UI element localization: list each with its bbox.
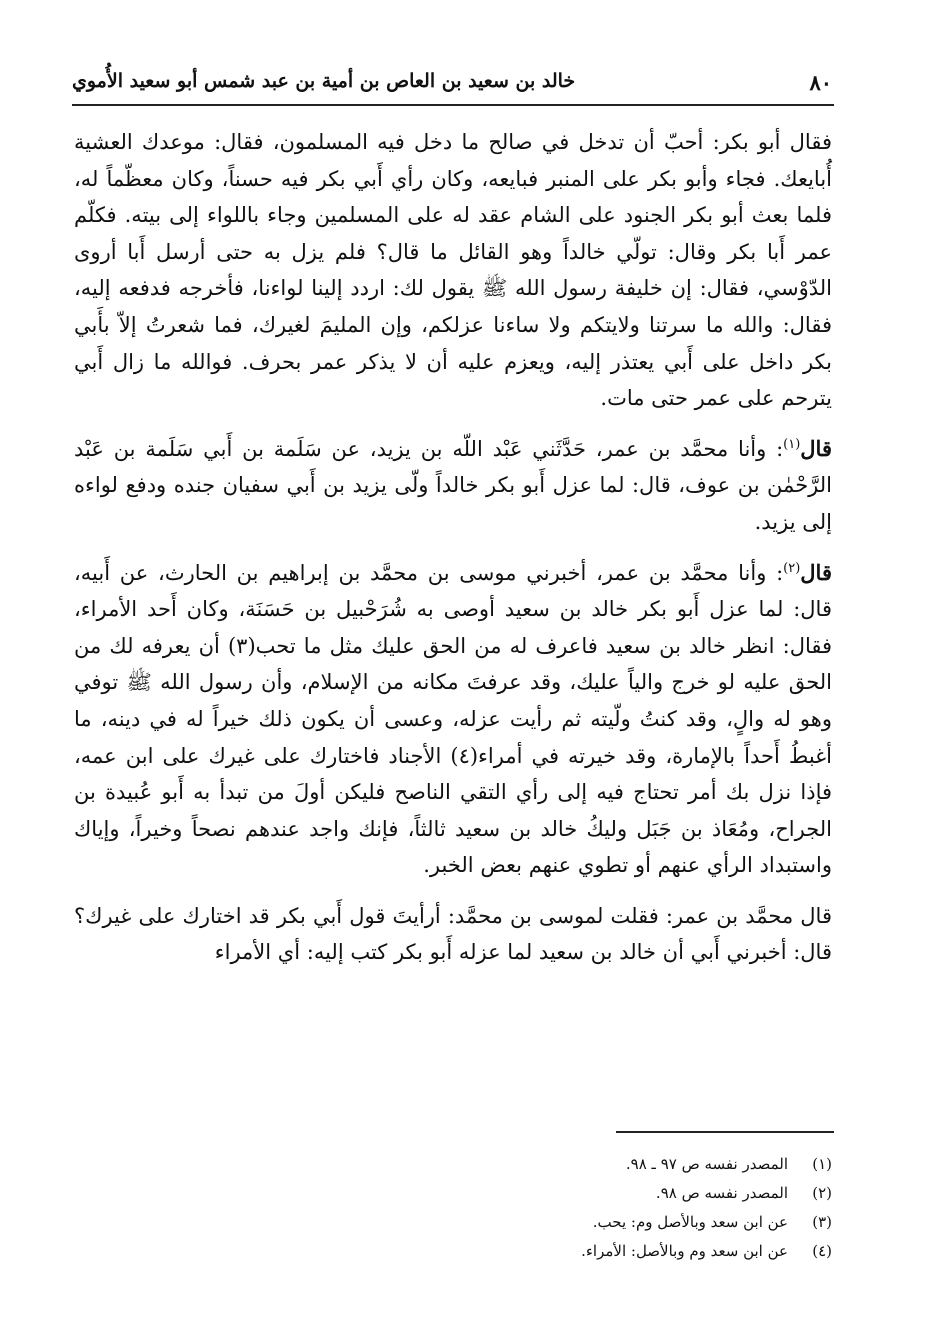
paragraph-lead: قال — [800, 435, 832, 461]
paragraph-lead: قال — [800, 559, 832, 585]
footnotes — [74, 1150, 832, 1266]
running-title: خالد بن سعيد بن العاص بن أمية بن عبد شمس أبو سعيد الأُموي — [72, 70, 576, 92]
footnote-number: (٣) — [812, 1213, 832, 1231]
footnote-text: المصدر نفسه ص ٩٨. — [655, 1184, 788, 1202]
paragraph-text: : وأنا محمَّد بن عمر، أخبرني موسى بن محمَّد بن إبراهيم بن الحارث، عن أَبيه، قال: لما عزل أَبو بكر خالد بن سعيد أوصى به شُرَحْبيل بن حَسَنَة، وكان أَحد الأمراء، فقال: انظر خالد بن سعيد فاعرف له من الحق عليك مثل ما تحب(٣) أن يعرفه لك من الحق عليه لو خرج والياً عليك، وقد عرفتَ مكانه من الإسلام، وأن رسول الله ﷺ توفي وهو له والٍ، وقد كنتُ ولّيته ثم رأيت عزله، وعسى أن يكون ذلك خيراً له في دينه، ما أغبطُ أَحداً بالإمارة، وقد خيرته في أمراء(٤) الأجناد فاختارك على غيرك على ابن عمه، فإذا نزل بك أمر تحتاج فيه إلى رأي التقي الناصح فليكن أولَ من تبدأ به أَبو عُبيدة بن الجراح، ومُعَاذ بن جَبَل وليكُ خالد بن سعيد ثالثاً، فإنك واجد عندهم نصحاً وخيراً، وإياك واستبداد الرأي عنهم أو تطوي عنهم بعض الخبر. — [74, 560, 833, 878]
paragraph — [74, 124, 832, 417]
footnote-item — [74, 1237, 832, 1266]
footnote-text: عن ابن سعد وبالأصل وم: يحب. — [592, 1213, 788, 1231]
page-number: ٨٠ — [809, 70, 832, 95]
page-header — [72, 66, 832, 102]
footnote-ref[interactable]: (١) — [783, 436, 801, 452]
footnote-number: (١) — [812, 1155, 832, 1173]
footnote-text: المصدر نفسه ص ٩٧ ـ ٩٨. — [625, 1155, 788, 1173]
footnote-rule — [616, 1131, 834, 1133]
main-text — [74, 124, 832, 971]
paragraph — [74, 555, 832, 884]
paragraph — [74, 431, 832, 541]
paragraph — [74, 898, 832, 971]
footnote-item — [74, 1208, 832, 1237]
footnote-item — [74, 1179, 832, 1208]
footnote-item — [74, 1150, 832, 1179]
header-rule — [72, 104, 834, 106]
paragraph-text: قال محمَّد بن عمر: فقلت لموسى بن محمَّد: أرأيتَ قول أَبي بكر قد اختارك على غيرك؟ قال: أخبرني أَبي أن خالد بن سعيد لما عزله أَبو بكر كتب إليه: أي الأمراء — [74, 903, 832, 965]
paragraph-text: : وأنا محمَّد بن عمر، حَدَّثَني عَبْد اللّه بن يزيد، عن سَلَمة بن أَبي سَلَمة بن عَبْد الرَّحْمٰن بن عوف، قال: لما عزل أَبو بكر خالداً ولّى يزيد بن أَبي سفيان جنده ودفع لواءه إلى يزيد. — [74, 436, 832, 534]
footnote-text: عن ابن سعد وم وبالأصل: الأمراء. — [581, 1242, 788, 1260]
footnote-number: (٢) — [812, 1184, 832, 1202]
paragraph-text: فقال أبو بكر: أحبّ أن تدخل في صالح ما دخل فيه المسلمون، فقال: موعدك العشية أُبايعك. فجاء وأبو بكر على المنبر فبايعه، وكان رأي أَبي بكر فيه حسناً، وكان معظّماً له، فلما بعث أبو بكر الجنود على الشام عقد له على المسلمين وجاء باللواء إلى بيته. فكلّم عمر أَبا بكر وقال: تولّي خالداً وهو القائل ما قال؟ فلم يزل به حتى أرسل أَبا أروى الدّوْسي، فقال: إن خليفة رسول الله ﷺ يقول لك: اردد إلينا لواءنا، فأخرجه فدفعه إليه، فقال: والله ما سرتنا ولايتكم ولا ساءنا عزلكم، وإن المليمَ لغيرك، فما شعرتُ إلاّ بأَبي بكر داخل على أَبي يعتذر إليه، ويعزم عليه أن لا يذكر عمر بحرف. فوالله ما زال أَبي يترحم على عمر حتى مات. — [74, 130, 832, 411]
footnote-ref[interactable]: (٢) — [783, 560, 801, 576]
footnote-number: (٤) — [812, 1242, 832, 1260]
